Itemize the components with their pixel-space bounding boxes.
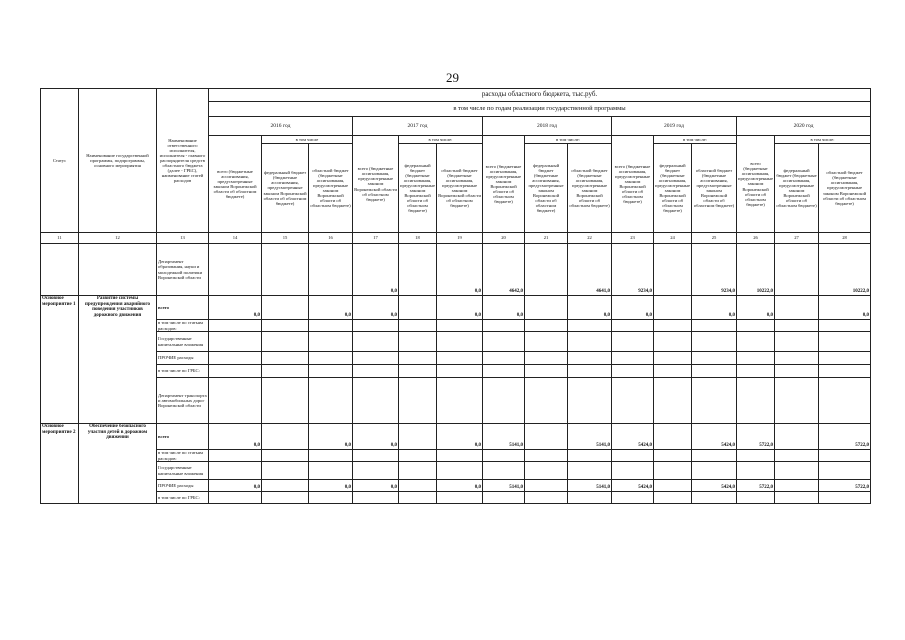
value-cell — [775, 424, 819, 450]
value-cell — [654, 378, 692, 424]
value-cell — [262, 320, 309, 332]
value-cell: 0,0 — [437, 480, 483, 492]
value-cell — [612, 462, 654, 480]
value-cell — [399, 365, 437, 378]
value-cell — [399, 378, 437, 424]
table-row — [41, 352, 871, 365]
value-cell — [437, 352, 483, 365]
column-number: 26 — [737, 233, 775, 244]
value-cell — [525, 378, 568, 424]
value-cell — [568, 450, 612, 462]
value-cell — [262, 332, 309, 352]
value-cell — [309, 365, 353, 378]
value-cell — [525, 332, 568, 352]
value-cell — [483, 378, 525, 424]
column-number: 19 — [437, 233, 483, 244]
value-cell — [568, 365, 612, 378]
column-number: 18 — [399, 233, 437, 244]
value-cell — [819, 365, 871, 378]
value-cell — [525, 244, 568, 296]
value-cell — [262, 450, 309, 462]
incl-header: в том числе: — [654, 136, 737, 144]
value-cell — [775, 492, 819, 504]
federal-header: федеральный бюджет (бюджетные ассигнования, предусмотренные законом Воронежской области об областном бюджете) — [525, 144, 568, 233]
table-row — [41, 424, 871, 450]
value-cell — [399, 332, 437, 352]
value-cell: 4642,0 — [483, 244, 525, 296]
value-cell: 9234,0 — [612, 244, 654, 296]
value-cell: 5722,0 — [819, 480, 871, 492]
value-cell — [654, 480, 692, 492]
value-cell — [654, 424, 692, 450]
value-cell — [309, 244, 353, 296]
table-row — [41, 296, 871, 320]
executor-cell: Департамент образования, науки и молодежной политики Воронежской области — [157, 244, 209, 296]
value-cell — [612, 332, 654, 352]
value-cell: 0,0 — [437, 424, 483, 450]
value-cell — [654, 320, 692, 332]
value-cell — [483, 332, 525, 352]
value-cell — [525, 492, 568, 504]
value-cell — [654, 462, 692, 480]
value-cell — [399, 352, 437, 365]
status-cell — [41, 244, 79, 296]
value-cell — [692, 365, 737, 378]
incl-header: в том числе: — [399, 136, 483, 144]
status-header: Статус — [41, 89, 79, 233]
value-cell: 5722,0 — [737, 424, 775, 450]
column-number: 13 — [157, 233, 209, 244]
value-cell — [209, 244, 262, 296]
value-cell — [353, 378, 399, 424]
value-cell — [654, 365, 692, 378]
regional-header: областной бюджет (бюджетные ассигнования, предусмотренные законом Воронежской области об областном бюджете) — [568, 144, 612, 233]
total-header: всего (бюджетные ассигнования, предусмотренные законом Воронежской области об областном бюджете) — [737, 136, 775, 233]
regional-header: областной бюджет (бюджетные ассигнования, предусмотренные законом Воронежской области об областном бюджете) — [437, 144, 483, 233]
value-cell — [568, 352, 612, 365]
value-cell — [654, 492, 692, 504]
value-cell — [353, 492, 399, 504]
value-cell — [775, 480, 819, 492]
value-cell — [737, 450, 775, 462]
year-2020: 2020 год — [737, 117, 871, 136]
value-cell — [483, 320, 525, 332]
expense-item-cell: в том числе по статьям расходов: — [157, 450, 209, 462]
value-cell — [437, 450, 483, 462]
value-cell — [353, 450, 399, 462]
column-number: 14 — [209, 233, 262, 244]
table-row — [41, 492, 871, 504]
value-cell — [262, 480, 309, 492]
value-cell — [209, 332, 262, 352]
value-cell: 5722,0 — [737, 480, 775, 492]
year-2017: 2017 год — [353, 117, 483, 136]
value-cell — [209, 378, 262, 424]
value-cell — [775, 450, 819, 462]
executor-header: Наименование ответственного исполнителя, исполнителя - главного распорядителя средств областного бюджета (далее - ГРБС), наименование статей расходов — [157, 89, 209, 233]
value-cell: 0,0 — [437, 244, 483, 296]
value-cell: 5424,0 — [612, 424, 654, 450]
value-cell — [262, 365, 309, 378]
federal-header: федеральный бюджет (бюджетные ассигнования, предусмотренные законом Воронежской области об областном бюджете) — [399, 144, 437, 233]
value-cell — [353, 365, 399, 378]
table-row — [41, 320, 871, 332]
value-cell: 0,0 — [209, 296, 262, 320]
column-number: 17 — [353, 233, 399, 244]
value-cell — [654, 296, 692, 320]
total-header: всего (бюджетные ассигнования, предусмотренные законом Воронежской области об областном бюджете) — [209, 136, 262, 233]
value-cell — [568, 378, 612, 424]
value-cell: 10222,0 — [737, 244, 775, 296]
value-cell — [612, 450, 654, 462]
value-cell — [353, 352, 399, 365]
value-cell — [309, 450, 353, 462]
value-cell — [819, 450, 871, 462]
federal-header: федеральный бюджет (бюджетные ассигнования, предусмотренные законом Воронежской области об областном бюджете) — [775, 144, 819, 233]
value-cell — [819, 492, 871, 504]
value-cell: 4641,0 — [568, 244, 612, 296]
value-cell — [262, 492, 309, 504]
value-cell — [437, 365, 483, 378]
expense-item-cell: Департамент транспорта и автомобильных дорог Воронежской области — [157, 378, 209, 424]
value-cell — [525, 352, 568, 365]
column-number: 11 — [41, 233, 79, 244]
expense-item-cell: в том числе по ГРБС: — [157, 365, 209, 378]
year-2019: 2019 год — [612, 117, 737, 136]
value-cell — [775, 365, 819, 378]
value-cell — [737, 378, 775, 424]
regional-header: областной бюджет (бюджетные ассигнования, предусмотренные законом Воронежской области об областном бюджете) — [309, 144, 353, 233]
column-number: 23 — [612, 233, 654, 244]
expense-item-cell: Государственные капитальные вложения — [157, 462, 209, 480]
value-cell — [209, 365, 262, 378]
value-cell — [525, 462, 568, 480]
value-cell — [654, 450, 692, 462]
value-cell — [525, 480, 568, 492]
value-cell — [525, 424, 568, 450]
value-cell — [437, 320, 483, 332]
table-row — [41, 378, 871, 424]
value-cell — [568, 462, 612, 480]
value-cell — [692, 332, 737, 352]
value-cell — [399, 492, 437, 504]
value-cell: 9234,0 — [692, 244, 737, 296]
value-cell — [309, 462, 353, 480]
department-row — [41, 244, 871, 296]
value-cell — [819, 352, 871, 365]
expense-item-cell: в том числе по ГРБС: — [157, 492, 209, 504]
regional-header: областной бюджет (бюджетные ассигнования, предусмотренные законом Воронежской области об областном бюджете) — [692, 144, 737, 233]
column-number: 24 — [654, 233, 692, 244]
column-number: 22 — [568, 233, 612, 244]
value-cell — [737, 320, 775, 332]
value-cell — [654, 332, 692, 352]
value-cell — [483, 462, 525, 480]
value-cell — [525, 365, 568, 378]
value-cell — [309, 332, 353, 352]
expense-item-cell: Государственные капитальные вложения — [157, 332, 209, 352]
value-cell — [692, 450, 737, 462]
value-cell — [209, 352, 262, 365]
value-cell — [819, 462, 871, 480]
table-row — [41, 332, 871, 352]
incl-header: в том числе: — [775, 136, 871, 144]
value-cell — [692, 492, 737, 504]
value-cell: 5141,0 — [483, 480, 525, 492]
value-cell — [262, 352, 309, 365]
total-header: всего (бюджетные ассигнования, предусмотренные законом Воронежской области об областном бюджете) — [483, 136, 525, 233]
value-cell — [525, 320, 568, 332]
page-number: 29 — [446, 70, 459, 85]
value-cell: 0,0 — [819, 296, 871, 320]
value-cell: 0,0 — [309, 296, 353, 320]
value-cell — [819, 332, 871, 352]
column-number: 21 — [525, 233, 568, 244]
value-cell: 5424,0 — [612, 480, 654, 492]
expense-item-cell: ПРОЧИЕ расходы — [157, 480, 209, 492]
table-title: расходы областного бюджета, тыс.руб. — [209, 89, 871, 102]
value-cell — [692, 378, 737, 424]
value-cell: 0,0 — [309, 424, 353, 450]
value-cell: 0,0 — [353, 424, 399, 450]
value-cell — [737, 352, 775, 365]
table-subtitle: в том числе по годам реализации государственной программы — [209, 102, 871, 117]
value-cell — [309, 378, 353, 424]
value-cell — [737, 365, 775, 378]
value-cell — [483, 450, 525, 462]
value-cell: 5424,0 — [692, 480, 737, 492]
value-cell — [399, 450, 437, 462]
value-cell: 5141,0 — [483, 424, 525, 450]
value-cell — [399, 244, 437, 296]
value-cell — [483, 365, 525, 378]
regional-header: областной бюджет (бюджетные ассигнования, предусмотренные законом Воронежской области об областном бюджете) — [819, 144, 871, 233]
value-cell — [437, 332, 483, 352]
value-cell: 5722,0 — [819, 424, 871, 450]
value-cell — [209, 462, 262, 480]
table-row — [41, 462, 871, 480]
value-cell — [568, 492, 612, 504]
value-cell — [262, 296, 309, 320]
value-cell — [654, 244, 692, 296]
value-cell — [309, 320, 353, 332]
column-number: 12 — [79, 233, 157, 244]
value-cell — [437, 492, 483, 504]
program-name-header: Наименование государственной программы, подпрограммы, основного мероприятия — [79, 89, 157, 233]
value-cell — [612, 352, 654, 365]
column-number: 25 — [692, 233, 737, 244]
value-cell — [262, 378, 309, 424]
column-number: 15 — [262, 233, 309, 244]
value-cell: 0,0 — [692, 296, 737, 320]
year-2018: 2018 год — [483, 117, 612, 136]
value-cell — [209, 450, 262, 462]
expense-item-cell: в том числе по статьям расходов: — [157, 320, 209, 332]
value-cell — [775, 462, 819, 480]
value-cell: 0,0 — [612, 296, 654, 320]
column-number: 20 — [483, 233, 525, 244]
value-cell — [525, 450, 568, 462]
value-cell — [654, 352, 692, 365]
column-number: 28 — [819, 233, 871, 244]
expense-item-cell: всего — [157, 424, 209, 450]
value-cell: 10222,0 — [819, 244, 871, 296]
value-cell — [399, 424, 437, 450]
value-cell: 0,0 — [437, 296, 483, 320]
column-numbers-row — [41, 233, 871, 244]
incl-header: в том числе — [262, 136, 353, 144]
value-cell — [353, 462, 399, 480]
year-2016: 2016 год — [209, 117, 353, 136]
status-cell: Основное мероприятие 2 — [41, 424, 79, 504]
table-row — [41, 365, 871, 378]
budget-table — [40, 88, 871, 504]
value-cell — [483, 492, 525, 504]
value-cell — [262, 462, 309, 480]
value-cell: 0,0 — [209, 424, 262, 450]
expense-item-cell: всего — [157, 296, 209, 320]
value-cell — [692, 352, 737, 365]
value-cell — [612, 365, 654, 378]
federal-header: федеральный бюджет (бюджетные ассигнования, предусмотренные законом Воронежской области об областном бюджете) — [262, 144, 309, 233]
value-cell: 0,0 — [353, 244, 399, 296]
value-cell: 0,0 — [737, 296, 775, 320]
value-cell — [775, 332, 819, 352]
value-cell: 0,0 — [309, 480, 353, 492]
value-cell: 0,0 — [209, 480, 262, 492]
value-cell — [353, 332, 399, 352]
measure-name-cell: Обеспечение безопасного участия детей в дорожном движении — [79, 424, 157, 504]
total-header: всего (бюджетные ассигнования, предусмотренные законом Воронежской области об областном бюджете) — [612, 136, 654, 233]
value-cell — [399, 320, 437, 332]
value-cell: 0,0 — [483, 296, 525, 320]
value-cell — [437, 462, 483, 480]
value-cell: 0,0 — [568, 296, 612, 320]
value-cell — [775, 378, 819, 424]
value-cell — [612, 492, 654, 504]
incl-header: в том числе: — [525, 136, 612, 144]
value-cell — [775, 296, 819, 320]
expense-item-cell: ПРОЧИЕ расходы — [157, 352, 209, 365]
value-cell — [399, 480, 437, 492]
value-cell — [262, 424, 309, 450]
value-cell — [353, 320, 399, 332]
value-cell — [692, 320, 737, 332]
value-cell — [612, 378, 654, 424]
value-cell — [525, 296, 568, 320]
value-cell — [437, 378, 483, 424]
value-cell — [309, 492, 353, 504]
value-cell — [262, 244, 309, 296]
value-cell — [692, 462, 737, 480]
value-cell — [737, 492, 775, 504]
column-number: 27 — [775, 233, 819, 244]
value-cell — [483, 352, 525, 365]
value-cell: 5141,0 — [568, 480, 612, 492]
value-cell — [568, 320, 612, 332]
value-cell — [775, 320, 819, 332]
value-cell — [399, 462, 437, 480]
value-cell — [819, 320, 871, 332]
value-cell: 0,0 — [353, 296, 399, 320]
value-cell: 0,0 — [353, 480, 399, 492]
total-header: всего (бюджетные ассигнования, предусмотренные законом Воронежской области об областном бюджете) — [353, 136, 399, 233]
value-cell — [819, 378, 871, 424]
measure-name-cell: Развитие системы предупреждения аварийного поведения участников дорожного движения — [79, 296, 157, 424]
table-row — [41, 480, 871, 492]
federal-header: федеральный бюджет (бюджетные ассигнования, предусмотренные законом Воронежской области об областном бюджете) — [654, 144, 692, 233]
value-cell — [399, 296, 437, 320]
value-cell — [775, 352, 819, 365]
value-cell — [209, 492, 262, 504]
value-cell — [209, 320, 262, 332]
value-cell — [775, 244, 819, 296]
table-row — [41, 450, 871, 462]
status-cell: Основное мероприятие 1 — [41, 296, 79, 424]
value-cell — [309, 352, 353, 365]
column-number: 16 — [309, 233, 353, 244]
value-cell: 5141,0 — [568, 424, 612, 450]
value-cell: 5424,0 — [692, 424, 737, 450]
value-cell — [737, 332, 775, 352]
value-cell — [612, 320, 654, 332]
value-cell — [737, 462, 775, 480]
name-cell — [79, 244, 157, 296]
value-cell — [568, 332, 612, 352]
